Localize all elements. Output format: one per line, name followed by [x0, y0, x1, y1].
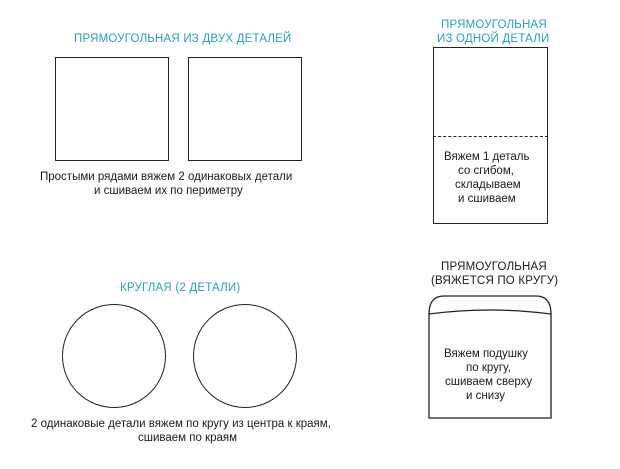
section1-caption-line1: Простыми рядами вяжем 2 одинаковых детали: [40, 171, 293, 183]
section1-caption-line2: и сшиваем их по периметру: [94, 185, 243, 197]
section3-title: КРУГЛАЯ (2 ДЕТАЛИ): [120, 282, 241, 294]
circle-piece-right: [193, 304, 297, 408]
section3-caption-line2: сшиваем по краям: [138, 432, 238, 444]
section2-title-line1: ПРЯМОУГОЛЬНАЯ: [441, 19, 547, 31]
section4-text-line4: и снизу: [466, 390, 506, 402]
section2-text-line2: со сгибом,: [458, 165, 514, 177]
fold-line: [433, 136, 548, 137]
section2-text-line1: Вяжем 1 деталь: [444, 151, 530, 163]
rect-piece-right: [188, 57, 302, 161]
section1-title: ПРЯМОУГОЛЬНАЯ ИЗ ДВУХ ДЕТАЛЕЙ: [74, 33, 292, 45]
section2-text-line4: и сшиваем: [458, 193, 516, 205]
section2-text-line3: складываем: [455, 179, 521, 191]
section4-title-line2: (ВЯЖЕТСЯ ПО КРУГУ): [431, 275, 559, 287]
rect-piece-left: [55, 57, 169, 161]
section4-text-line1: Вяжем подушку: [444, 348, 528, 360]
section4-text-line2: по кругу,: [466, 362, 511, 374]
circle-piece-left: [62, 304, 166, 408]
section2-title-line2: ИЗ ОДНОЙ ДЕТАЛИ: [437, 33, 550, 45]
section4-text-line3: сшиваем сверху: [445, 376, 533, 388]
section3-caption-line1: 2 одинаковые детали вяжем по кругу из центра к краям,: [31, 418, 331, 430]
section4-title-line1: ПРЯМОУГОЛЬНАЯ: [441, 261, 547, 273]
